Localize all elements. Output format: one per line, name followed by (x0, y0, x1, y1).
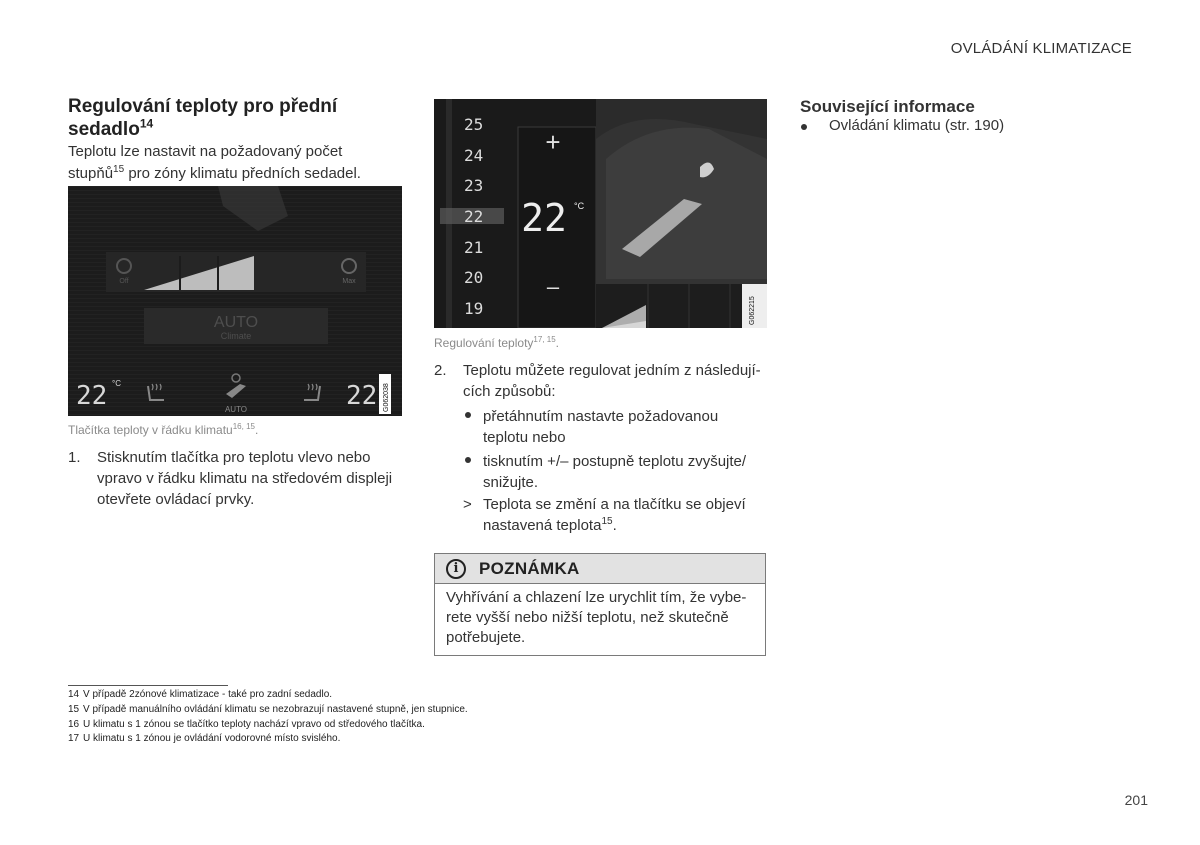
bullet-item: tisknutím +/– postupně teplotu zvyšujte/ snižujte. (483, 453, 747, 491)
step-number: 2. (434, 362, 447, 379)
max-label: Max (342, 278, 356, 285)
scale-value: 25 (464, 115, 484, 134)
footnote: 17 U klimatu s 1 zónou je ovládání vodorovné místo svislého. (68, 733, 341, 744)
result-marker: > (463, 496, 472, 513)
note-title: POZNÁMKA (479, 558, 580, 578)
auto-small-label: AUTO (224, 405, 248, 414)
scale-value: 23 (464, 176, 484, 195)
scale-value: 21 (464, 238, 484, 257)
footnote-ref[interactable]: 15 (113, 164, 125, 175)
page-number: 201 (1124, 792, 1148, 808)
auto-label: AUTO (213, 314, 259, 331)
scale-value: 20 (464, 268, 484, 287)
figure-caption: Regulování teploty$^{17, 15}$. (434, 335, 559, 350)
temperature-control-figure (434, 99, 767, 328)
figure-caption: Tlačítka teploty v řádku klimatu$^{16, 15}$. (68, 422, 259, 437)
note-header (435, 554, 765, 584)
result-text: Teplota se změní a na tlačítku se objeví nastavená teplota$^{15}$. (483, 496, 746, 534)
step-1-text: Stisknutím tlačítka pro teplotu vlevo nebo vpravo v řádku klimatu na středovém displeji otevřete ovládací prvky. (97, 449, 393, 508)
footnote-divider (68, 685, 228, 686)
minus-button[interactable]: – (546, 274, 560, 299)
left-temp-unit: °C (112, 379, 121, 388)
scale-value: 19 (464, 299, 484, 318)
climate-label: Climate (220, 331, 252, 341)
plus-button[interactable]: + (545, 127, 561, 157)
climate-row-figure (68, 186, 402, 416)
note-body: Vyhřívání a chlazení lze urychlit tím, že vybe- rete vyšší nebo nižší teplotu, než skutečně potřebujete. (446, 589, 747, 646)
intro-paragraph: Teplotu lze nastavit na požadovaný počet stupňů$^{15}$ pro zóny klimatu předních sedadel. (68, 143, 361, 182)
temp-unit: °C (574, 201, 585, 211)
section-heading: Regulování teploty pro přední sedadlo$^{14}$ (68, 96, 338, 140)
scale-value: 24 (464, 146, 484, 165)
related-link[interactable]: Ovládání klimatu (str. 190) (829, 117, 1005, 134)
figure-code: G062215 (749, 296, 756, 325)
figure-code: G062038 (383, 383, 390, 412)
bullet-item: přetáhnutím nastavte požadovanou teplotu nebo (483, 408, 719, 446)
footnote: 16 U klimatu s 1 zónou se tlačítko teploty nachází vpravo od středového tlačítka. (68, 719, 425, 730)
chapter-header: OVLÁDÁNÍ KLIMATIZACE (950, 40, 1132, 57)
footnote-ref[interactable]: 14 (139, 116, 154, 131)
current-temp: 22 (521, 196, 567, 240)
right-temp-button[interactable] (346, 381, 377, 411)
note-box (434, 553, 766, 656)
related-info-title: Související informace (800, 97, 975, 116)
left-temp-value: 22 (76, 381, 108, 411)
scale-value: 22 (464, 207, 484, 226)
footnote: 15 V případě manuálního ovládání klimatu se nezobrazují nastavené stupně, jen stupnice. (68, 704, 468, 715)
bullet-dot (465, 457, 471, 463)
bullet-dot (801, 124, 807, 130)
step-2-text: Teplotu můžete regulovat jedním z následují- cích způsobů: (463, 362, 761, 400)
footnote: 14 V případě 2zónové klimatizace - také pro zadní sedadlo. (68, 689, 333, 700)
right-temp-value: 22 (346, 381, 378, 411)
info-icon: i (446, 559, 466, 579)
footnote-ref[interactable]: 15 (601, 516, 613, 527)
bullet-dot (465, 412, 471, 418)
step-number: 1. (68, 449, 81, 466)
off-label: Off (119, 278, 129, 285)
